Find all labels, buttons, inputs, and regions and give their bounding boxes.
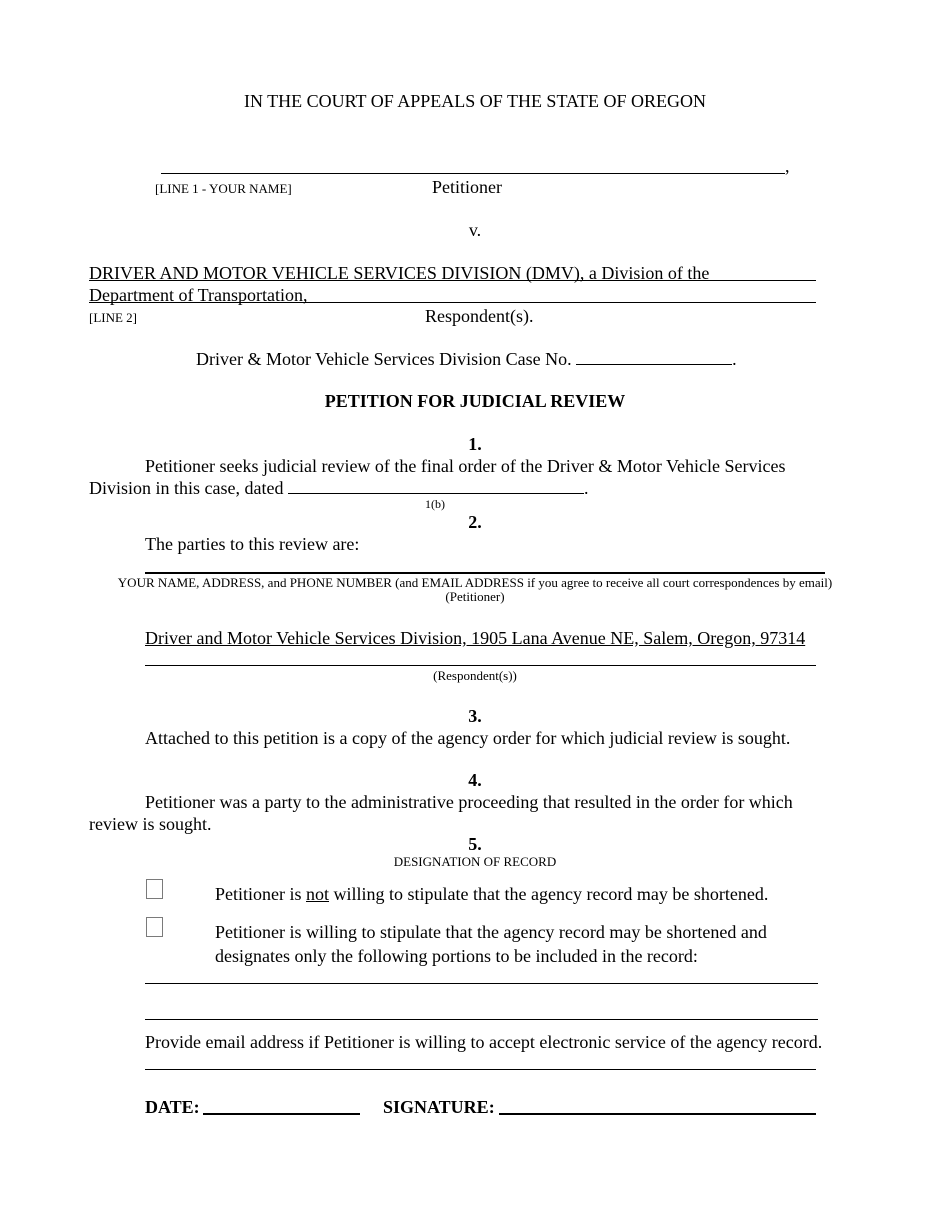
respondent-caption-line1: DRIVER AND MOTOR VEHICLE SERVICES DIVISION (DMV), a Division of the [89, 263, 710, 283]
respondent-label: Respondent(s). [425, 306, 534, 326]
willing-checkbox[interactable] [146, 917, 163, 937]
email-line[interactable] [145, 1069, 816, 1070]
respondent-caption-line2: Department of Transportation, [89, 285, 308, 305]
option-not-emphasis: not [306, 884, 330, 904]
document-title: PETITION FOR JUDICIAL REVIEW [324, 391, 626, 411]
case-number-row [196, 348, 737, 370]
petitioner-info-caption: YOUR NAME, ADDRESS, and PHONE NUMBER (and EMAIL ADDRESS if you agree to receive all court correspondences by email) [117, 575, 833, 590]
signature-field[interactable] [499, 1113, 816, 1115]
section-1-text-line2-row [89, 477, 588, 499]
section-1-text-line1: Petitioner seeks judicial review of the final order of the Driver & Motor Vehicle Services [145, 456, 786, 476]
section-1-text-line2: Division in this case, dated [89, 478, 284, 498]
respondent-info-line [145, 665, 816, 666]
section-3-text: Attached to this petition is a copy of the agency order for which judicial review is sought. [145, 728, 791, 748]
case-number-label: Driver & Motor Vehicle Services Division Case No. [196, 349, 572, 369]
respondent-address: Driver and Motor Vehicle Services Division, 1905 Lana Avenue NE, Salem, Oregon, 97314 [145, 628, 806, 648]
not-willing-checkbox[interactable] [146, 879, 163, 899]
petitioner-comma: , [785, 156, 790, 176]
date-label: DATE: [145, 1097, 200, 1117]
section-4-text-line2: review is sought. [89, 814, 212, 834]
petitioner-label: Petitioner [432, 177, 502, 197]
section-4-text-line1: Petitioner was a party to the administrative proceeding that resulted in the order for which [145, 792, 793, 812]
respondent-line2-rule [89, 302, 816, 303]
date-field[interactable] [203, 1113, 360, 1115]
section-2-number: 2. [468, 512, 482, 532]
case-number-field[interactable] [576, 349, 732, 365]
line1-label: [LINE 1 - YOUR NAME] [155, 181, 292, 196]
option-not-willing-pre: Petitioner is [215, 884, 306, 904]
section-1-period: . [583, 478, 589, 498]
parties-intro: The parties to this review are: [145, 534, 360, 554]
email-prompt: Provide email address if Petitioner is willing to accept electronic service of the agency record. [145, 1032, 823, 1052]
section-5-number: 5. [468, 834, 482, 854]
petitioner-name-line[interactable] [161, 173, 785, 174]
section-3-number: 3. [468, 706, 482, 726]
section-1-number: 1. [468, 434, 482, 454]
record-portions-line-2[interactable] [145, 1019, 818, 1020]
record-portions-line-1[interactable] [145, 983, 818, 984]
option-not-willing-post: willing to stipulate that the agency record may be shortened. [329, 884, 769, 904]
respondent-line1-rule [89, 280, 816, 281]
option-willing-line2: designates only the following portions to be included in the record: [215, 946, 698, 966]
versus-label: v. [468, 220, 482, 240]
case-number-period: . [732, 349, 737, 369]
order-date-field[interactable] [288, 478, 584, 494]
line2-label: [LINE 2] [89, 310, 138, 325]
petitioner-info-line[interactable] [145, 572, 825, 574]
section-1-footnote: 1(b) [425, 497, 445, 511]
option-not-willing-text [215, 883, 768, 905]
section-4-number: 4. [468, 770, 482, 790]
designation-heading: DESIGNATION OF RECORD [393, 854, 557, 869]
petitioner-role-label: (Petitioner) [445, 589, 505, 604]
respondent-role-label: (Respondent(s)) [433, 668, 517, 683]
court-title: IN THE COURT OF APPEALS OF THE STATE OF OREGON [243, 91, 707, 111]
option-willing-line1: Petitioner is willing to stipulate that the agency record may be shortened and [215, 922, 767, 942]
signature-label: SIGNATURE: [383, 1097, 495, 1117]
